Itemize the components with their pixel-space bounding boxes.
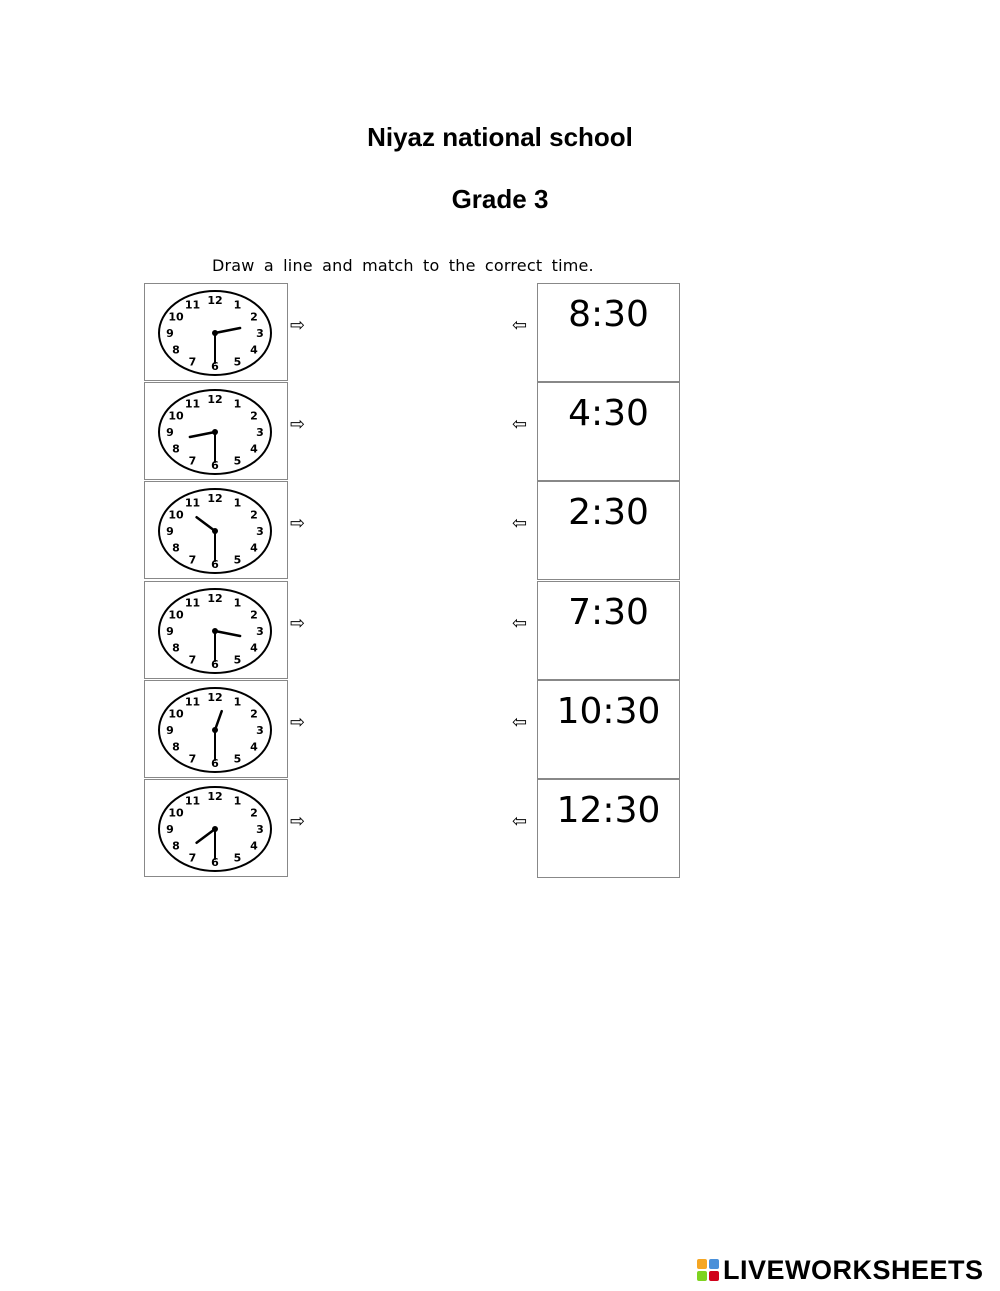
clock-number: 3 <box>256 724 264 737</box>
clock-number: 7 <box>188 553 197 567</box>
clock-number: 4 <box>250 641 258 655</box>
clock-number: 8 <box>172 343 180 357</box>
arrow-right-icon: ⇨ <box>290 315 306 336</box>
arrow-left-icon: ⇦ <box>512 811 528 832</box>
clock-number: 7 <box>188 653 197 667</box>
clock-number: 1 <box>233 397 242 411</box>
clock-number: 9 <box>166 525 174 538</box>
time-cell <box>537 680 680 779</box>
clock-number: 1 <box>233 695 242 709</box>
arrow-right-icon: ⇨ <box>290 513 306 534</box>
clock-cell <box>144 680 288 778</box>
arrow-left-icon: ⇦ <box>512 513 528 534</box>
clock-number: 9 <box>166 724 174 737</box>
clock-number: 6 <box>211 856 219 869</box>
clock-face-icon <box>155 585 275 677</box>
clock-number: 5 <box>233 851 242 865</box>
clock-cell <box>144 283 288 381</box>
clock-number: 2 <box>250 608 258 622</box>
clock-number: 11 <box>184 496 201 510</box>
grade-title: Grade 3 <box>451 184 549 214</box>
clock-number: 11 <box>184 695 201 709</box>
time-label: 8:30 <box>568 294 649 335</box>
clock-number: 2 <box>250 310 258 324</box>
clock-number: 5 <box>233 653 242 667</box>
clock-number: 7 <box>188 752 197 766</box>
time-label: 10:30 <box>556 691 661 732</box>
clock-number: 6 <box>211 757 219 770</box>
time-label: 2:30 <box>568 492 649 533</box>
clock-number: 9 <box>166 823 174 836</box>
clock-number: 10 <box>168 508 184 522</box>
clock-number: 2 <box>250 409 258 423</box>
clock-number: 4 <box>250 541 258 555</box>
arrow-left-icon: ⇦ <box>512 315 528 336</box>
clock-number: 8 <box>172 740 180 754</box>
clock-number: 10 <box>168 707 184 721</box>
clock-number: 10 <box>168 409 184 423</box>
clock-center <box>212 330 218 336</box>
clock-face-icon <box>155 485 275 577</box>
clock-number: 1 <box>233 794 242 808</box>
arrow-right-icon: ⇨ <box>290 811 306 832</box>
liveworksheets-logo <box>697 1255 984 1285</box>
clock-number: 12 <box>207 691 223 704</box>
clock-number: 7 <box>188 355 197 369</box>
clock-face-icon <box>155 684 275 776</box>
clock-cell <box>144 382 288 480</box>
clock-number: 8 <box>172 839 180 853</box>
time-label: 12:30 <box>556 790 661 831</box>
clock-number: 3 <box>256 426 264 439</box>
clock-number: 8 <box>172 442 180 456</box>
clock-number: 6 <box>211 459 219 472</box>
clock-number: 12 <box>207 393 223 406</box>
clock-number: 9 <box>166 426 174 439</box>
clock-number: 10 <box>168 806 184 820</box>
logo-square-icon <box>697 1259 707 1269</box>
clock-number: 2 <box>250 707 258 721</box>
arrow-right-icon: ⇨ <box>290 613 306 634</box>
logo-square-icon <box>709 1271 719 1281</box>
school-title: Niyaz national school <box>367 122 633 152</box>
arrow-right-icon: ⇨ <box>290 414 306 435</box>
clock-number: 6 <box>211 360 219 373</box>
clock-cell <box>144 581 288 679</box>
clock-number: 11 <box>184 298 201 312</box>
clock-number: 12 <box>207 592 223 605</box>
clock-number: 7 <box>188 851 197 865</box>
clock-number: 2 <box>250 508 258 522</box>
clock-number: 12 <box>207 492 223 505</box>
time-label: 7:30 <box>568 592 649 633</box>
clock-center <box>212 727 218 733</box>
clock-number: 10 <box>168 310 184 324</box>
arrow-right-icon: ⇨ <box>290 712 306 733</box>
clock-number: 5 <box>233 355 242 369</box>
clock-number: 1 <box>233 298 242 312</box>
logo-square-icon <box>697 1271 707 1281</box>
clock-number: 4 <box>250 343 258 357</box>
clock-face-icon <box>155 287 275 379</box>
clock-number: 6 <box>211 558 219 571</box>
clock-cell <box>144 481 288 579</box>
clock-number: 12 <box>207 790 223 803</box>
arrow-left-icon: ⇦ <box>512 613 528 634</box>
arrow-left-icon: ⇦ <box>512 712 528 733</box>
clock-number: 11 <box>184 794 201 808</box>
clock-number: 5 <box>233 752 242 766</box>
clock-number: 4 <box>250 839 258 853</box>
time-label: 4:30 <box>568 393 649 434</box>
arrow-left-icon: ⇦ <box>512 414 528 435</box>
clock-number: 3 <box>256 625 264 638</box>
clock-center <box>212 528 218 534</box>
clock-number: 8 <box>172 541 180 555</box>
clock-number: 10 <box>168 608 184 622</box>
clock-center <box>212 429 218 435</box>
clock-number: 9 <box>166 625 174 638</box>
clock-face-icon <box>155 386 275 478</box>
clock-number: 3 <box>256 327 264 340</box>
clock-number: 1 <box>233 596 242 610</box>
clock-number: 11 <box>184 596 201 610</box>
clock-number: 9 <box>166 327 174 340</box>
clock-number: 3 <box>256 823 264 836</box>
clock-number: 8 <box>172 641 180 655</box>
clock-number: 12 <box>207 294 223 307</box>
clock-number: 11 <box>184 397 201 411</box>
clock-number: 3 <box>256 525 264 538</box>
clock-center <box>212 628 218 634</box>
clock-cell <box>144 779 288 877</box>
logo-mark-icon <box>697 1259 719 1281</box>
clock-number: 4 <box>250 740 258 754</box>
logo-square-icon <box>709 1259 719 1269</box>
clock-number: 1 <box>233 496 242 510</box>
clock-number: 2 <box>250 806 258 820</box>
clock-number: 4 <box>250 442 258 456</box>
clock-number: 5 <box>233 553 242 567</box>
time-cell <box>537 382 680 481</box>
clock-number: 6 <box>211 658 219 671</box>
clock-face-icon <box>155 783 275 875</box>
time-cell <box>537 283 680 382</box>
time-cell <box>537 581 680 680</box>
clock-center <box>212 826 218 832</box>
clock-number: 5 <box>233 454 242 468</box>
instruction-text: Draw a line and match to the correct time. <box>212 256 594 275</box>
time-cell <box>537 481 680 580</box>
clock-number: 7 <box>188 454 197 468</box>
time-cell <box>537 779 680 878</box>
logo-wordmark: LIVEWORKSHEETS <box>723 1254 984 1285</box>
